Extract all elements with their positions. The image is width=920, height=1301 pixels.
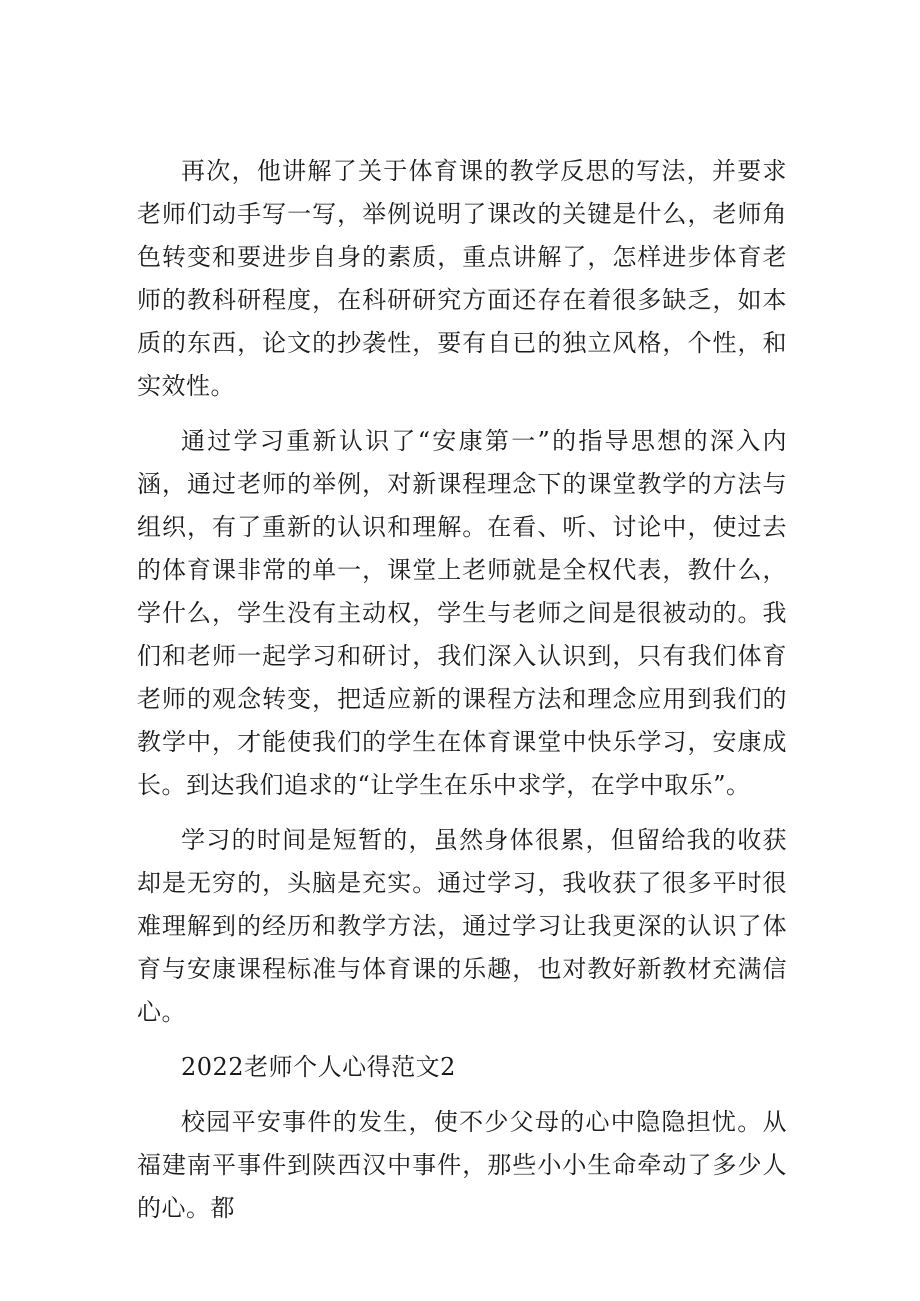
document-body [137, 150, 787, 1242]
paragraph-health-first: 通过学习重新认识了“安康第一”的指导思想的深入内涵，通过老师的举例，对新课程理念下的课堂教学的方法与组织，有了重新的认识和理解。在看、听、讨论中，使过去的体育课非常的单一，课堂上老师就是全权代表，教什么，学什么，学生没有主动权，学生与老师之间是很被动的。我们和老师一起学习和研讨，我们深入认识到，只有我们体育老师的观念转变，把适应新的课程方法和理念应用到我们的教学中，才能使我们的学生在体育课堂中快乐学习，安康成长。到达我们追求的“让学生在乐中求学，在学中取乐”。 [137, 427, 787, 799]
paragraph-learning-gains: 学习的时间是短暂的，虽然身体很累，但留给我的收获却是无穷的，头脑是充实。通过学习，我收获了很多平时很难理解到的经历和教学方法，通过学习让我更深的认识了体育与安康课程标准与体育课的乐趣，也对教好新教材充满信心。 [137, 826, 787, 1026]
paragraph-reflection: 再次，他讲解了关于体育课的教学反思的写法，并要求老师们动手写一写，举例说明了课改的关键是什么，老师角色转变和要进步自身的素质，重点讲解了，怎样进步体育老师的教科研程度，在科研研究方面还存在着很多缺乏，如本质的东西，论文的抄袭性，要有自已的独立风格，个性，和实效性。 [137, 157, 787, 400]
section-title: 2022老师个人心得范文2 [181, 1053, 456, 1081]
paragraph-campus-safety: 校园平安事件的发生，使不少父母的心中隐隐担忧。从福建南平事件到陕西汉中事件，那些小小生命牵动了多少人的心。都 [137, 1108, 787, 1222]
